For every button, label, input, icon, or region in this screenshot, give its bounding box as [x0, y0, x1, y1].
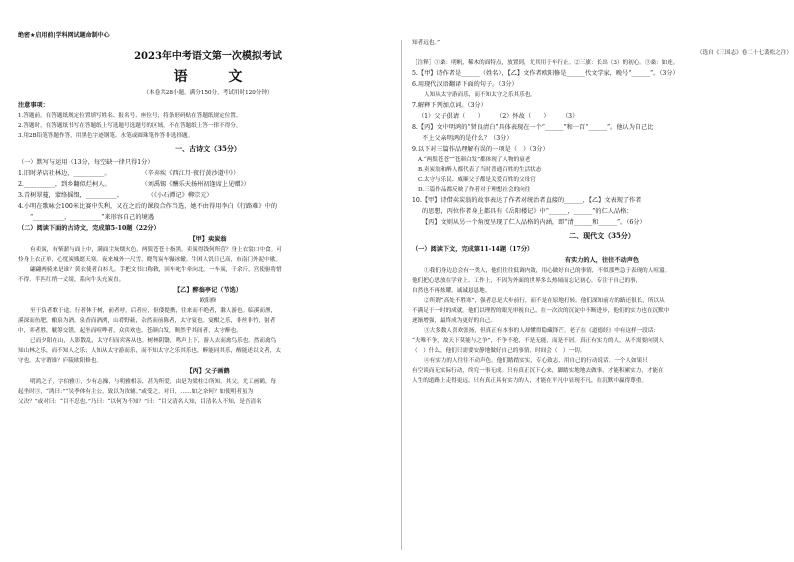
question-10-cont: 的思想，丙位作者身上都具有《岳阳楼记》中“______，______”的仁人品格；: [422, 208, 633, 215]
fill-blank: “__________，__________”来形容自己的境遇: [30, 214, 154, 221]
subject-title: 语 文: [173, 69, 261, 85]
passage-line: 中，弈者胜，觥筹交错，起坐而喧哗者，众宾欢也。苍颜白发，颓然乎其间者，太守醉也。: [18, 328, 242, 334]
passage-line: 至于负者歌于途，行者休于树，前者呼，后者应，伛偻提携，往来而不绝者，滁人游也。临溪而渔，: [30, 308, 277, 314]
passage-line: 明鸿之子，字伯雅①，少有志操，与明雅相亲，甚为所爱，由是为梁柱②所知。其父，尤工画鹤，每: [30, 379, 277, 385]
section-1-title: 一、古诗文（35分）: [175, 144, 241, 153]
fill-blank: 1.旧时茅店社林边，__________。 （辛弃疾《西江月·夜行黄沙道中》）: [18, 170, 240, 177]
essay-line: （ ）什么，他们只需要安静地做好自己的事情，时间会（ ）一切。: [412, 348, 586, 354]
passage-title-jia: 【甲】卖炭翁: [189, 236, 227, 243]
reading-intro: （二）阅读下面的古诗文，完成第5-10题（22分）: [18, 225, 160, 232]
question-8-cont: 不上父亲明鸿的是什么？（3分）: [422, 135, 513, 142]
passage-title-bing: 【丙】父子画鹤: [186, 368, 230, 375]
option-d: D.三篇作品都反映了作者对于理想社会的向往: [418, 187, 531, 193]
passage-line: 有卖炭，有柴薪与面上中，满面尘灰烟火色，两鬓苍苍十指黑。卖炭得钱何所营？身上衣裳口中食。可: [30, 247, 282, 253]
notice-title: 注意事项：: [18, 102, 49, 109]
essay-line: 逐渐增强，最终成为更好的自己。: [412, 318, 496, 324]
option-b: B.卖炭翁和醉人都代表了当时普通百姓的生活状态: [418, 167, 542, 173]
question-6-text: 人知从太守游而乐，而不知太守之乐其乐也。: [424, 92, 536, 98]
essay-line: 不满足于一时的成就。他们以理智的眼光审视自己，在一次次的沉淀中不断进步，他们的实力也在沉默中: [412, 308, 670, 314]
question-10: 10.【甲】诗借卖炭翁的故事表达了作者对统治者直接的______，【乙】文表现了作者: [412, 197, 642, 204]
passage-line: 不得。半匹红绡一丈绫，系向牛头充炭直。: [18, 277, 125, 283]
essay-title: 有实力的人，往往不动声色: [564, 257, 640, 264]
question-10-cont: 【丙】文则从另一个角度呈现了仁人品格的内涵，即“清______和______”。（6分）: [422, 219, 646, 226]
question-9: 9.以下对三篇作品理解有误的一项是（ ）（3分）: [412, 146, 549, 153]
question-7: 7.解释下列加点词。（3分）: [412, 102, 487, 109]
fill-blank: 4.小明在歌咏会100米比赛中失利，又在之后的课段合作当选，她不由得用李白《行路难》中的: [18, 203, 278, 210]
right-column: [412, 0, 792, 562]
question-8: 8.【丙】文中明鸿的“贤良清白”具体表现在一个“______”和一百“______”。他认为自己比: [412, 124, 654, 131]
passage-line: 已而夕阳在山，人影散乱，太守归而宾客从也。树林阴翳，鸣声上下，游人去而禽鸟乐也。然而禽鸟: [30, 338, 277, 344]
essay-line: ④有实力的人往往不动声色，他们踏踏实实，专心致志，用自己的行动说话。一个人如果只: [424, 358, 648, 364]
essay-line: “夫唯不争，故天下莫能与之争”，不争不抢，不是无能，而是不屑。真正有实力的人，从不需要向别人: [412, 338, 664, 344]
essay-line: ②所谓“高处不胜寒”，强者总是大步前行，而不是在原地打转。他们深知前方的路还很长，所以从: [424, 298, 665, 304]
option-c: C.太守与乐民、威顺父子都是关爱百姓的父母官: [418, 177, 536, 183]
source-citation: （选自《三国志》卷二十七裴松之注）: [696, 50, 792, 56]
question-intro: （一）默写与运用（13分，每空缺一律只得1分）: [18, 159, 154, 166]
exam-title: 2023年中考语文第一次模拟考试: [134, 51, 282, 62]
passage-author: 欧阳修: [199, 298, 217, 304]
fill-blank: 2.__________，到乡翻似烂柯人。 （刘禹锡《酬乐天扬州初逢席上见赠》）: [18, 181, 250, 188]
notice-item: 2.答题时，在答题纸书写在答题纸上写选题号选题号的区域，不在答题纸上答一律不得分。: [18, 123, 242, 129]
section-2-title: 二、现代文（35分）: [569, 231, 635, 240]
passage-line: 知者远也。”: [412, 40, 441, 46]
essay-line: 有空谈而无实际行动，终究一事无成。只有真正沉下心来，脚踏实地地去做事，才能积累实力，才能在: [412, 368, 664, 374]
passage-line: 父决？”或对曰：“目不忍也。”乃曰：“以何为不知？”曰：“目父清名人知，目清名人不知，是吾清名: [18, 399, 262, 405]
passage-title-yi: 【乙】醉翁亭记（节选）: [173, 287, 243, 294]
confidential-header: 绝密★启用前|学科网试题命制中心: [18, 32, 110, 39]
column-divider: [401, 40, 402, 550]
left-column: [18, 0, 398, 562]
essay-line: 他们把心思放在学业上、工作上，不因为外面的世界多么热闹而忘记初心，专注于自己的事，: [412, 278, 642, 284]
passage-line: 翩翩两骑来是谁？黄衣使者白衫儿。手把文书口称敕，回车叱牛牵向北。一车炭，千余斤，宫使驱将惜: [30, 267, 282, 273]
fill-blank: 3.青树翠蔓，蒙络摇缀，__________。 （《小石潭记》柳宗元）: [18, 192, 213, 199]
annotation: ［注释］①桑：明帆，稀木的面特点，放置到，尤其用于车行止。②三旗：长出（3）的初心。③桑：如连。: [412, 60, 679, 66]
question-7-items: （1）父子俱请（ ） （2）怀故（ ） （3）: [418, 113, 579, 120]
essay-line: 人生的道路上走得更远。只有真正具有实力的人，才能在平凡中显现不凡，在沉默中赢得尊重。: [412, 378, 647, 384]
reading-intro-2: （一）阅读下文，完成第11-14题（17分）: [412, 246, 534, 253]
exam-note: （本卷共28小题，满分150分，考试用时120分钟）: [143, 90, 273, 96]
essay-line: ③大多数人喜欢张扬，但真正有本事的人却懂得隐藏锋芒。老子在《道德经》中有这样一段话：: [424, 328, 659, 334]
question-6: 6.用现代汉语翻译下面的句子。（3分）: [412, 81, 518, 88]
essay-line: ①我们身边总会有一类人，他们往往低调内敛，用心做好自己的事情，不似那些急于表现的人喧嚣。: [424, 268, 671, 274]
passage-line: 守也。太守谓谁？庐陵欧阳修也。: [18, 358, 102, 364]
notice-item: 3.用2B铅笔答题作答，用黑色字迹钢笔、水笔或圆珠笔作答非选择题。: [18, 133, 194, 139]
passage-line: 怜身上衣正单，心忧炭贱愿天寒。夜来城外一尺雪，晓驾炭车辗冰辙。牛困人饥日已高，市南门外泥中歇。: [18, 257, 281, 263]
passage-line: 知山林之乐，而不知人之乐；人知从太守游而乐，而不知太守之乐其乐也。醉能同其乐，醒能述以文者，太: [18, 348, 281, 354]
passage-line: 起坐时③，“鸿曰：”“吴季体有主公，致以为汝辅。”或受之。对曰，……如之奈何？如使明者虽为: [18, 389, 254, 395]
option-a: A.“两鬓苍苍”“苍颜白发”都体现了人物的衰老: [418, 157, 531, 163]
essay-line: 自然也不再炫耀，诚诚恳恳地。: [412, 288, 491, 294]
passage-line: 溪深而鱼肥，酿泉为酒，泉香而酒洌，山肴野蔌，杂然而前陈者，太守宴也。宴酣之乐，非丝非竹，射者: [18, 318, 276, 324]
question-5: 5.【甲】诗作者是______（姓名），【乙】文作者欧阳修是______代文学家，晚号“______”。（3分）: [412, 70, 679, 77]
notice-item: 1.答题前，在答题纸规定位置填写姓名、报名号、座位号，将条形码贴在答题纸规定位置。: [18, 113, 242, 119]
